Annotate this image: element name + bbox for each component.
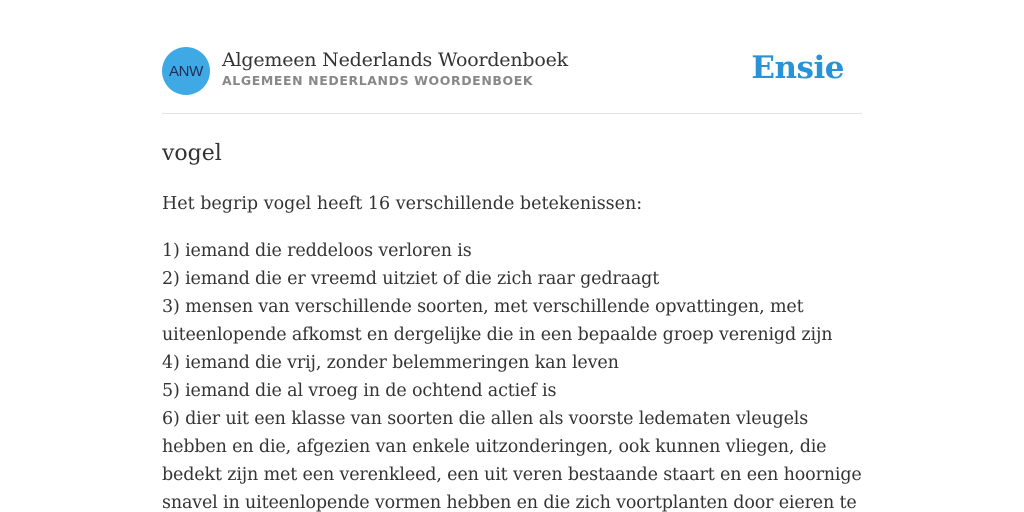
definition-item: 3) mensen van verschillende soorten, met verschillende opvattingen, met uiteenlopende afkomst en dergelijke die in een bepaalde groep verenigd zijn xyxy=(162,297,833,345)
definition-item: 2) iemand die er vreemd uitziet of die zich raar gedraagt xyxy=(162,269,660,289)
definition-item: 4) iemand die vrij, zonder belemmeringen kan leven xyxy=(162,353,619,373)
definition-item: 6) dier uit een klasse van soorten die allen als voorste ledematen vleugels hebben en die, afgezien van enkele uitzonderingen, ook kunnen vliegen, die bedekt zijn met een verenkleed, een uit veren bestaande staart en een hoornige snavel in uiteenlopende vormen hebben en die zich voortplanten door eieren te xyxy=(162,409,862,512)
site-subtitle: ALGEMEEN NEDERLANDS WOORDENBOEK xyxy=(222,73,534,88)
entry-word: vogel xyxy=(162,141,222,166)
header-divider xyxy=(162,113,862,114)
entry-intro: Het begrip vogel heeft 16 verschillende betekenissen: xyxy=(162,194,643,214)
page xyxy=(162,0,862,512)
header xyxy=(162,46,862,96)
header-titles xyxy=(222,48,568,90)
definition-list xyxy=(162,237,862,512)
definition-item: 1) iemand die reddeloos verloren is xyxy=(162,241,472,261)
anw-logo[interactable]: ANW xyxy=(162,47,210,95)
ensie-logo[interactable]: Ensie xyxy=(751,50,844,86)
site-title[interactable]: Algemeen Nederlands Woordenboek xyxy=(222,49,568,71)
definition-item: 5) iemand die al vroeg in de ochtend actief is xyxy=(162,381,557,401)
